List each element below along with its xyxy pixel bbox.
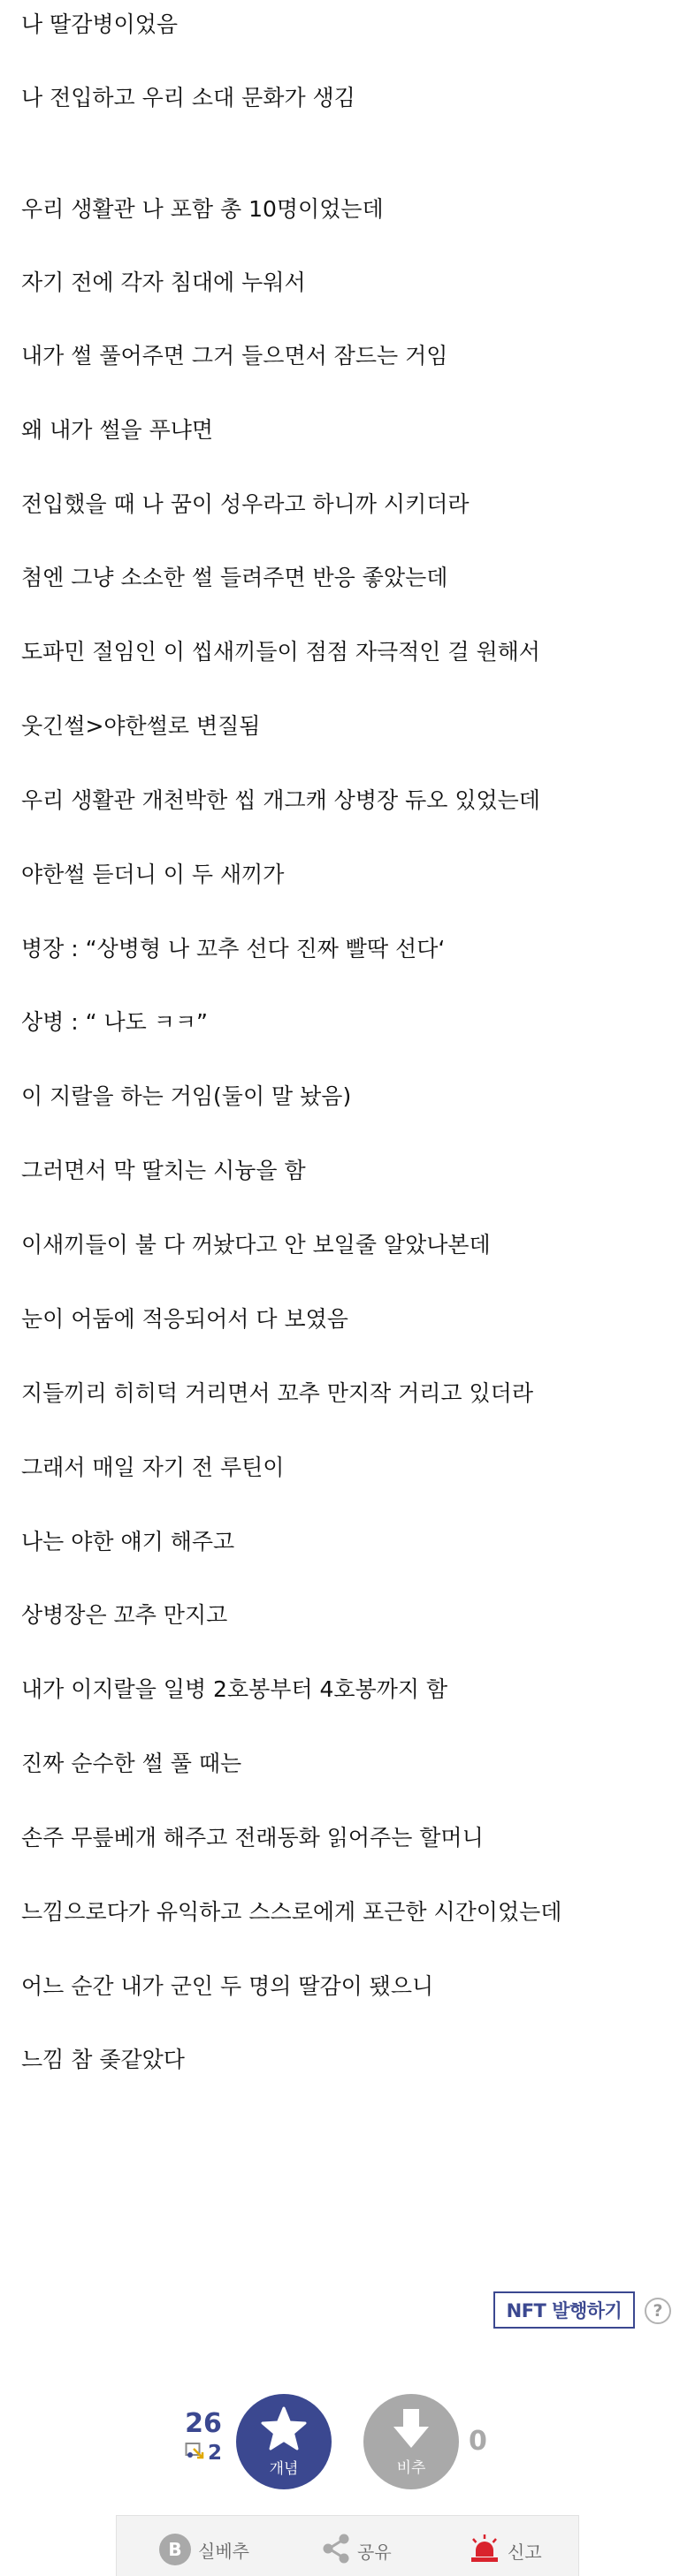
article-line: 상병 : “ 나도 ㅋㅋ”	[21, 1009, 209, 1035]
best-recommend-label: 실베추	[198, 2540, 249, 2562]
article-line: 상병장은 꼬추 만지고	[21, 1602, 228, 1628]
comment-icon	[185, 2442, 204, 2465]
report-label: 신고	[508, 2542, 542, 2563]
siren-icon	[469, 2534, 500, 2568]
best-icon: B	[159, 2534, 191, 2565]
comment-count[interactable]	[181, 2442, 225, 2465]
article-line: 우리 생활관 개천박한 씹 개그캐 상병장 듀오 있었는데	[21, 787, 540, 813]
article-line: 나 전입하고 우리 소대 문화가 생김	[21, 85, 355, 110]
downvote-button[interactable]	[363, 2394, 459, 2489]
article-line: 전입했을 때 나 꿈이 성우라고 하니까 시키더라	[21, 491, 470, 517]
upvote-label: 개념	[269, 2459, 299, 2478]
article-line: 도파민 절임인 이 씹새끼들이 점점 자극적인 걸 원해서	[21, 639, 540, 665]
article-line: 나는 야한 얘기 해주고	[21, 1529, 235, 1554]
article-line: 웃긴썰>야한썰로 변질됨	[21, 713, 261, 739]
article-line: 눈이 어둠에 적응되어서 다 보였음	[21, 1306, 348, 1332]
arrow-down-icon	[392, 2407, 431, 2453]
help-icon[interactable]: ?	[645, 2298, 671, 2324]
post-action-bar	[116, 2515, 579, 2576]
star-icon	[261, 2406, 307, 2454]
downvote-count: 0	[469, 2426, 487, 2457]
article-line: 손주 무릎베개 해주고 전래동화 읽어주는 할머니	[21, 1825, 484, 1850]
article-line: 이새끼들이 불 다 꺼놨다고 안 보일줄 알았나본데	[21, 1232, 491, 1258]
upvote-button[interactable]	[236, 2394, 332, 2489]
article-line: 느낌 참 좆같았다	[21, 2047, 185, 2072]
article-line: 느낌으로다가 유익하고 스스로에게 포근한 시간이었는데	[21, 1899, 562, 1925]
article-line: 내가 이지랄을 일병 2호봉부터 4호봉까지 함	[21, 1676, 448, 1702]
article-line: 내가 썰 풀어주면 그거 들으면서 잠드는 거임	[21, 343, 448, 369]
report-button[interactable]	[469, 2534, 542, 2568]
article-line: 자기 전에 각자 침대에 누워서	[21, 270, 306, 295]
article-line: 첨엔 그냥 소소한 썰 들려주면 반응 좋았는데	[21, 565, 448, 590]
upvote-count: 26	[185, 2408, 222, 2439]
article-line: 그러면서 막 딸치는 시늉을 함	[21, 1158, 306, 1183]
share-label: 공유	[357, 2542, 392, 2563]
nft-issue-button[interactable]: NFT 발행하기	[493, 2291, 635, 2329]
comment-count-value: 2	[207, 2442, 222, 2465]
article-line: 지들끼리 히히덕 거리면서 꼬추 만지작 거리고 있더라	[21, 1380, 533, 1406]
article-line: 야한썰 듣더니 이 두 새끼가	[21, 862, 285, 887]
article-line: 왜 내가 썰을 푸냐면	[21, 417, 214, 443]
share-icon	[322, 2534, 350, 2568]
article-line: 병장 : “상병형 나 꼬추 선다 진짜 빨딱 선다‘	[21, 936, 446, 961]
downvote-label: 비추	[396, 2458, 426, 2477]
article-line: 그래서 매일 자기 전 루틴이	[21, 1455, 285, 1480]
article-line: 이 지랄을 하는 거임(둘이 말 놨음)	[21, 1083, 352, 1109]
share-button[interactable]	[322, 2534, 392, 2568]
article-line: 우리 생활관 나 포함 총 10명이었는데	[21, 196, 384, 222]
best-recommend-button[interactable]	[159, 2534, 249, 2565]
article-line: 진짜 순수한 썰 풀 때는	[21, 1751, 242, 1776]
article-line: 어느 순간 내가 군인 두 명의 딸감이 됐으니	[21, 1973, 434, 1999]
article-line: 나 딸감병이었음	[21, 11, 178, 37]
